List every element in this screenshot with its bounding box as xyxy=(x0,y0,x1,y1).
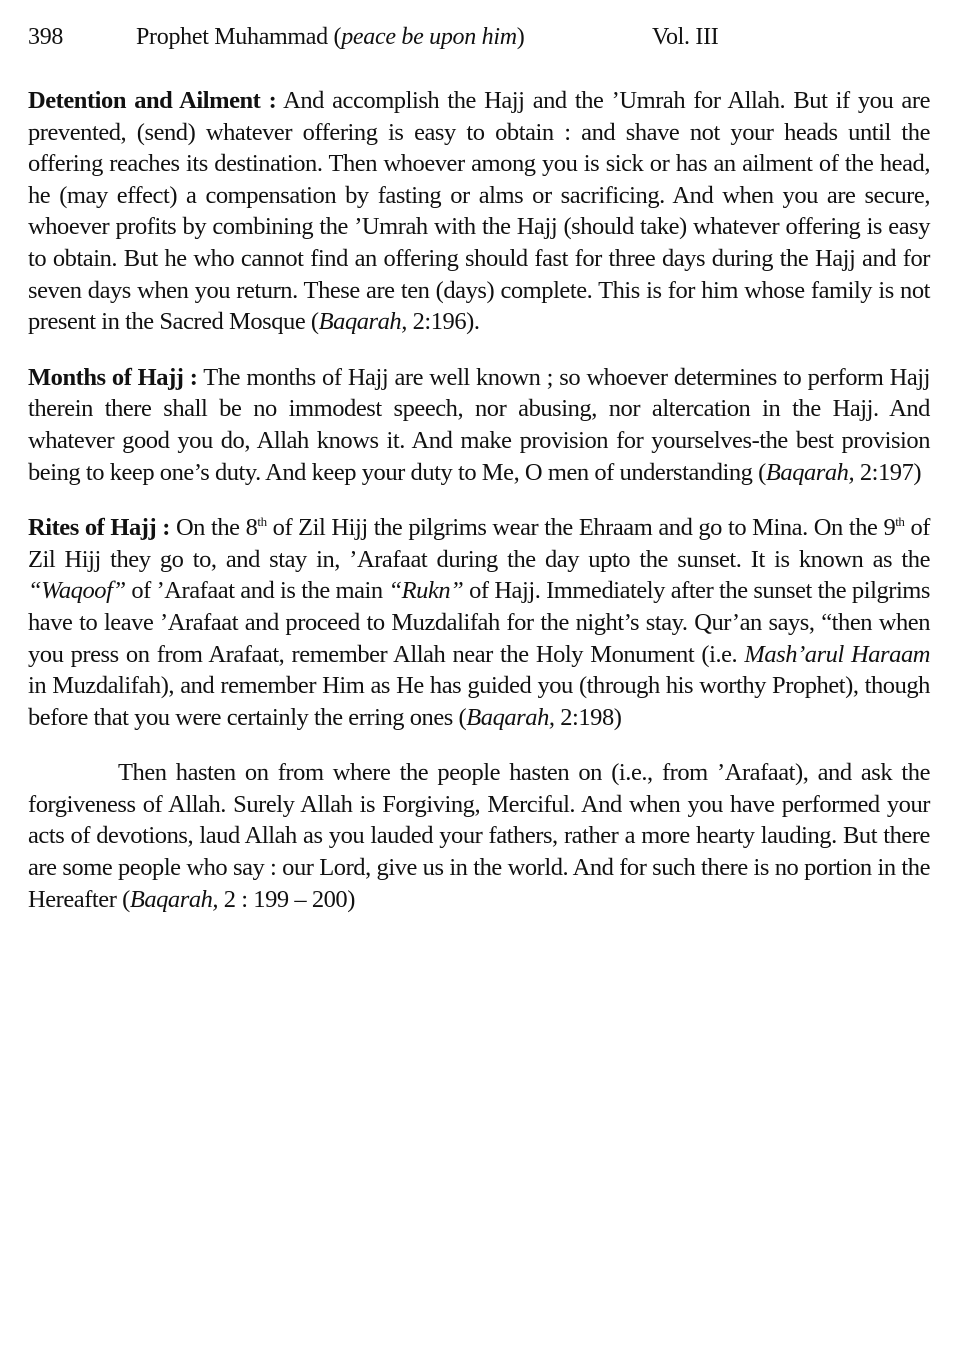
section-heading: Rites of Hajj : xyxy=(28,514,170,542)
paragraph-text: of ’Arafaat and is the main xyxy=(125,577,389,605)
paragraph-months-of-hajj xyxy=(28,362,930,488)
paragraph-text: And accomplish the Hajj and the ’Umrah for Allah. But if you are prevented, (send) whatever offering is easy to obtain : and shave not your heads until the offering reaches its destination. Then whoever among you is sick or has an ailment of the head, he (may effect) a compensation by fasting or alms or sacrificing. And when you are secure, whoever profits by combining the ’Umrah with the Hajj (should take) whatever offering is easy to obtain. But he who cannot find an offering should fast for three days during the Hajj and for seven days when you return. These are ten (days) complete. This is for him whose family is not present in the Sacred Mosque ( xyxy=(28,87,930,336)
paragraph-text: of Zil Hijj they go to, and stay in, ’Arafaat during the day upto the sunset. It is known as the xyxy=(28,514,930,573)
paragraph-detention-and-ailment xyxy=(28,85,930,338)
paragraph-text: Then hasten on from where the people hasten on (i.e., from ’Arafaat), and ask the forgiveness of Allah. Surely Allah is Forgiving, Merciful. And when you have performed your acts of devotions, laud Allah as you lauded your fathers, rather a more hearty lauding. But there are some people who say : our Lord, give us in the world. And for such there is no portion in the Hereafter ( xyxy=(28,759,930,913)
paragraph-text: On the 8 xyxy=(169,514,258,542)
citation-surah: Baqarah, xyxy=(765,458,855,486)
term-waqoof: “Waqoof” xyxy=(28,577,126,605)
term-mash-arul-haraam: Mash’arul Haraam xyxy=(744,640,930,668)
book-title-honorific: peace be upon him xyxy=(341,24,517,50)
citation-surah: Baqarah, xyxy=(466,703,555,731)
page-number: 398 xyxy=(28,24,64,50)
paragraph-text: of Zil Hijj the pilgrims wear the Ehraam and go to Mina. On the 9 xyxy=(266,514,896,542)
citation-surah: Baqarah, xyxy=(129,885,219,913)
page-body xyxy=(28,85,930,939)
citation-verse: 2 : 199 – 200) xyxy=(218,885,355,913)
citation-verse: 2:197) xyxy=(854,458,922,486)
ordinal-suffix: th xyxy=(895,513,905,529)
section-heading: Months of Hajj : xyxy=(28,363,198,391)
paragraph-text: in Muzdalifah), and remember Him as He has guided you (through his worthy Prophet), though before that you were certainly the erring ones ( xyxy=(28,672,930,731)
book-title xyxy=(136,20,524,54)
citation-surah: Baqarah, xyxy=(318,308,407,336)
term-rukn: “Rukn” xyxy=(388,577,464,605)
paragraph-text: The months of Hajj are well known ; so whoever determines to perform Hajj therein there shall be no immodest speech, nor abusing, nor altercation in the Hajj. And whatever good you do, Allah knows it. And make provision for yourselves-the best provision being to keep one’s duty. And keep your duty to Me, O men of understanding ( xyxy=(28,363,931,486)
citation-verse: 2:196). xyxy=(406,308,480,336)
book-title-text: Prophet Muhammad ( xyxy=(136,24,342,50)
book-title-close: ) xyxy=(516,24,525,50)
paragraph-text: of Hajj. Immediately after the sunset the pilgrims have to leave ’Arafaat and proceed to Muzdalifah for the night’s stay. Qur’an says, “then when you press on from Arafaat, remember Allah near the Holy Monument (i.e. xyxy=(28,577,930,668)
paragraph-hasten-on xyxy=(28,757,930,915)
section-heading: Detention and Ailment : xyxy=(28,87,277,114)
volume-label: Vol. III xyxy=(652,24,719,50)
paragraph-rites-of-hajj xyxy=(28,512,930,733)
citation-verse: 2:198) xyxy=(554,703,622,731)
ordinal-suffix: th xyxy=(257,513,267,529)
